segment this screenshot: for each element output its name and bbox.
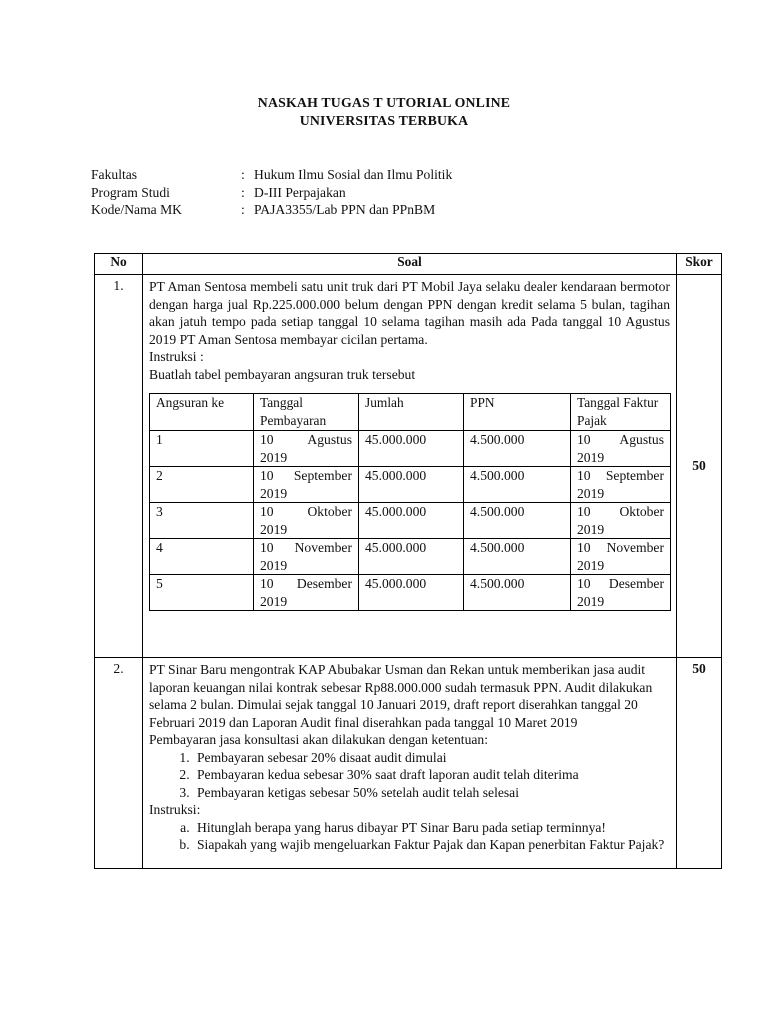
cell-tanggal	[254, 503, 359, 539]
meta-value: PAJA3355/Lab PPN dan PPnBM	[254, 202, 436, 217]
meta-row-program-studi	[91, 184, 452, 202]
meta-colon: :	[241, 202, 245, 217]
question-2-content	[143, 658, 677, 869]
cell-faktur	[571, 503, 671, 539]
question-1-content	[143, 275, 677, 658]
date-day: 10	[260, 468, 274, 483]
header-soal: Soal	[143, 254, 677, 275]
cell-faktur	[571, 539, 671, 575]
installment-header-row	[150, 394, 671, 431]
cell-angsuran: 4	[150, 539, 254, 575]
installment-table	[149, 393, 671, 611]
cell-jumlah: 45.000.000	[359, 539, 464, 575]
header-no: No	[95, 254, 143, 275]
meta-row-fakultas	[91, 166, 452, 184]
col-ppn: PPN	[464, 394, 571, 431]
date-year: 2019	[577, 449, 605, 465]
table-row	[150, 431, 671, 467]
date-month: September	[293, 468, 352, 483]
cell-angsuran: 1	[150, 431, 254, 467]
document-title: NASKAH TUGAS T UTORIAL ONLINE	[257, 95, 511, 110]
meta-colon: :	[241, 167, 245, 182]
score-2: 50	[677, 658, 722, 869]
date-day: 10	[260, 432, 274, 447]
date-day: 10	[577, 504, 591, 519]
cell-faktur	[571, 431, 671, 467]
col-jumlah: Jumlah	[359, 394, 464, 431]
cell-jumlah: 45.000.000	[359, 575, 464, 611]
date-month: Agustus	[619, 432, 664, 447]
score-1: 50	[677, 275, 722, 658]
tasks-list	[149, 819, 670, 854]
col-tanggal-faktur: Tanggal Faktur Pajak	[571, 394, 671, 431]
cell-ppn: 4.500.000	[464, 503, 571, 539]
cell-tanggal	[254, 539, 359, 575]
meta-row-kode-mk	[91, 201, 452, 219]
list-item: 2. Pembayaran kedua sebesar 30% saat draft laporan audit telah diterima	[193, 766, 670, 784]
cell-ppn: 4.500.000	[464, 575, 571, 611]
meta-label: Program Studi	[91, 184, 170, 200]
table-row	[150, 539, 671, 575]
date-day: 10	[260, 576, 274, 591]
meta-value: Hukum Ilmu Sosial dan Ilmu Politik	[254, 167, 453, 182]
cell-tanggal	[254, 467, 359, 503]
cell-faktur	[571, 467, 671, 503]
date-day: 10	[260, 540, 274, 555]
assignment-table	[94, 253, 722, 869]
document-subtitle: UNIVERSITAS TERBUKA	[299, 113, 469, 128]
question-number: 1.	[95, 275, 143, 658]
cell-jumlah: 45.000.000	[359, 503, 464, 539]
cell-faktur	[571, 575, 671, 611]
cell-angsuran: 3	[150, 503, 254, 539]
meta-value: D-III Perpajakan	[254, 184, 346, 200]
date-month: Oktober	[619, 504, 664, 519]
date-day: 10	[577, 540, 591, 555]
date-year: 2019	[260, 521, 288, 537]
date-month: Desember	[608, 576, 664, 591]
question-number: 2.	[95, 658, 143, 869]
cell-jumlah: 45.000.000	[359, 431, 464, 467]
table-row	[150, 575, 671, 611]
date-year: 2019	[260, 593, 288, 609]
question-1-paragraph: PT Aman Sentosa membeli satu unit truk dari PT Mobil Jaya selaku dealer kendaraan bermotor dengan harga jual Rp.225.000.000 belum dengan PPN dengan kredit selama 5 bulan, tagihan akan jatuh tempo pada setiap tanggal 10 selama tagihan masih ada Pada tanggal 10 Agustus 2019 PT Aman Sentosa membayar cicilan pertama.	[149, 279, 670, 347]
date-day: 10	[577, 432, 591, 447]
date-day: 10	[577, 468, 591, 483]
meta-colon: :	[241, 184, 245, 200]
date-year: 2019	[260, 449, 288, 465]
date-year: 2019	[260, 557, 288, 573]
cell-angsuran: 5	[150, 575, 254, 611]
date-year: 2019	[260, 485, 288, 501]
date-month: November	[294, 540, 352, 555]
cell-angsuran: 2	[150, 467, 254, 503]
cell-jumlah: 45.000.000	[359, 467, 464, 503]
payment-terms-list	[149, 749, 670, 802]
list-item: 1. Pembayaran sebesar 20% disaat audit dimulai	[193, 749, 670, 767]
table-row	[150, 467, 671, 503]
date-month: November	[606, 540, 664, 555]
meta-label: Kode/Nama MK	[91, 202, 182, 217]
date-day: 10	[260, 504, 274, 519]
date-year: 2019	[577, 521, 605, 537]
date-month: Oktober	[307, 504, 352, 519]
list-item: 3. Pembayaran ketigas sebesar 50% setelah audit telah selesai	[193, 784, 670, 802]
col-tanggal-pembayaran: Tanggal Pembayaran	[254, 394, 359, 431]
date-month: Agustus	[307, 432, 352, 447]
question-row-1	[95, 275, 722, 658]
instruksi-label: Instruksi:	[149, 802, 201, 817]
instruksi-text: Buatlah tabel pembayaran angsuran truk tersebut	[149, 366, 416, 382]
header-skor: Skor	[677, 254, 722, 275]
cell-tanggal	[254, 431, 359, 467]
question-row-2	[95, 658, 722, 869]
date-year: 2019	[577, 557, 605, 573]
list-item: b. Siapakah yang wajib mengeluarkan Faktur Pajak dan Kapan penerbitan Faktur Pajak?	[193, 836, 670, 854]
list-item: a. Hitunglah berapa yang harus dibayar PT Sinar Baru pada setiap terminnya!	[193, 819, 670, 837]
cell-ppn: 4.500.000	[464, 539, 571, 575]
meta-label: Fakultas	[91, 167, 138, 182]
instruksi-label: Instruksi :	[149, 349, 204, 364]
date-year: 2019	[577, 593, 605, 609]
table-header-row	[95, 254, 722, 275]
date-month: September	[605, 468, 664, 483]
date-day: 10	[577, 576, 591, 591]
course-info	[91, 166, 452, 219]
date-month: Desember	[296, 576, 352, 591]
question-2-paragraph: PT Sinar Baru mengontrak KAP Abubakar Usman dan Rekan untuk memberikan jasa audit laporan keuangan nilai kontrak sebesar Rp88.000.000 sudah termasuk PPN. Audit dilakukan selama 2 bulan. Dimulai sejak tanggal 10 Januari 2019, draft report diserahkan tanggal 20 Februari 2019 dan Laporan Audit final diserahkan pada tanggal 10 Maret 2019	[149, 662, 653, 730]
cell-ppn: 4.500.000	[464, 431, 571, 467]
cell-tanggal	[254, 575, 359, 611]
date-year: 2019	[577, 485, 605, 501]
ketentuan-text: Pembayaran jasa konsultasi akan dilakukan dengan ketentuan:	[149, 732, 488, 747]
col-angsuran: Angsuran ke	[150, 394, 254, 431]
table-row	[150, 503, 671, 539]
cell-ppn: 4.500.000	[464, 467, 571, 503]
